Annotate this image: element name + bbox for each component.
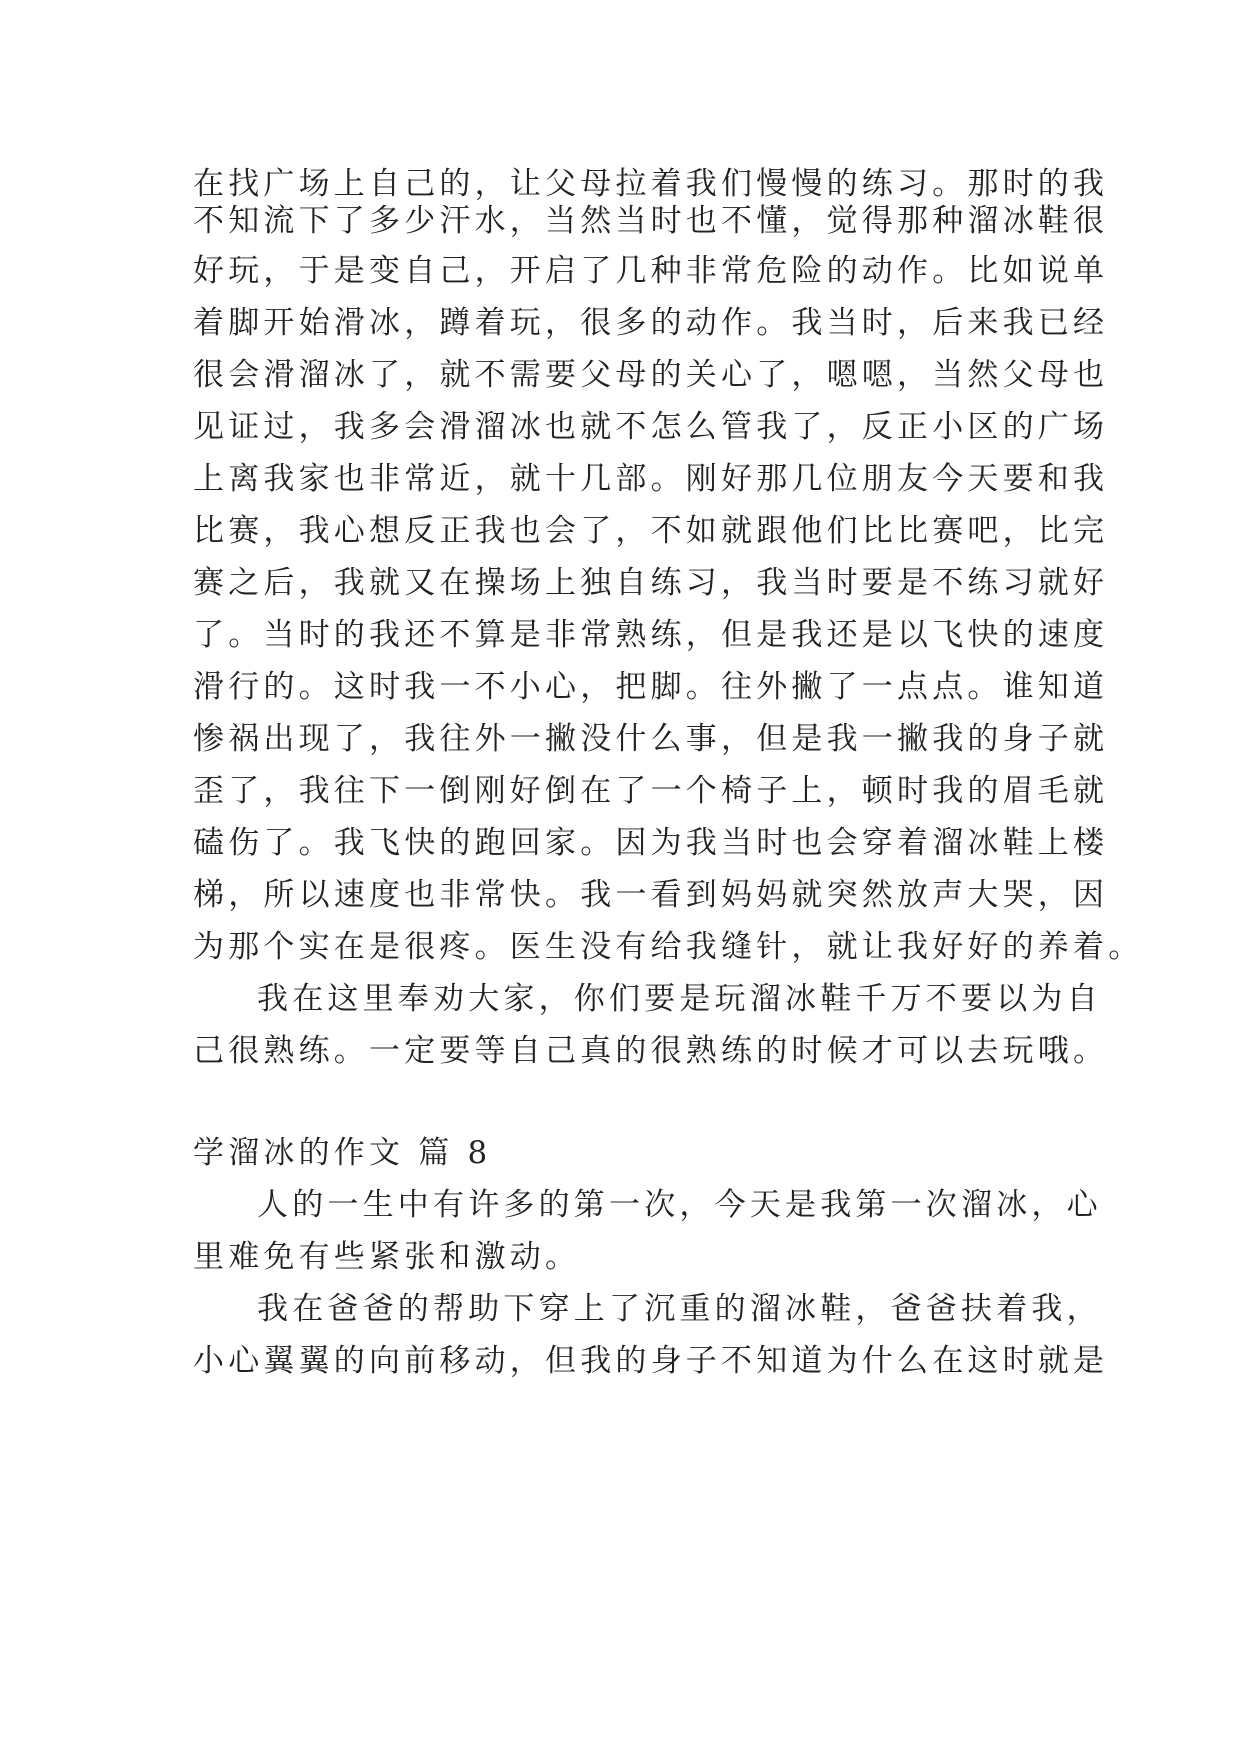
- text-line: 己很熟练。一定要等自己真的很熟练的时候才可以去玩哦。: [193, 1033, 1109, 1069]
- text-line: 赛之后，我就又在操场上独自练习，我当时要是不练习就好: [193, 565, 1109, 601]
- text-line: 了。当时的我还不算是非常熟练，但是我还是以飞快的速度: [193, 617, 1109, 653]
- text-line: 里难免有些紧张和激动。: [193, 1239, 581, 1275]
- text-line: 在找广场上自己的，让父母拉着我们慢慢的练习。那时的我: [193, 166, 1109, 202]
- text-line: 梯，所以速度也非常快。我一看到妈妈就突然放声大哭，因: [193, 877, 1109, 913]
- text-line: 歪了，我往下一倒刚好倒在了一个椅子上，顿时我的眉毛就: [193, 773, 1109, 809]
- text-line: 小心翼翼的向前移动，但我的身子不知道为什么在这时就是: [193, 1343, 1109, 1379]
- text-line: 好玩，于是变自己，开启了几种非常危险的动作。比如说单: [193, 253, 1109, 289]
- text-line: 不知流下了多少汗水，当然当时也不懂，觉得那种溜冰鞋很: [193, 203, 1109, 239]
- text-line: 上离我家也非常近，就十几部。刚好那几位朋友今天要和我: [193, 461, 1109, 497]
- text-line: 着脚开始滑冰，蹲着玩，很多的动作。我当时，后来我已经: [193, 305, 1109, 341]
- text-line: 见证过，我多会滑溜冰也就不怎么管我了，反正小区的广场: [193, 409, 1109, 445]
- text-line: 惨祸出现了，我往外一撇没什么事，但是我一撇我的身子就: [193, 721, 1109, 757]
- text-line: 比赛，我心想反正我也会了，不如就跟他们比比赛吧，比完: [193, 513, 1109, 549]
- text-line: 为那个实在是很疼。医生没有给我缝针，就让我好好的养着。: [193, 929, 1144, 965]
- text-line: 很会滑溜冰了，就不需要父母的关心了，嗯嗯，当然父母也: [193, 357, 1109, 393]
- text-line: 磕伤了。我飞快的跑回家。因为我当时也会穿着溜冰鞋上楼: [193, 825, 1109, 861]
- text-line: 人的一生中有许多的第一次，今天是我第一次溜冰，心: [257, 1187, 1102, 1223]
- section-title: 学溜冰的作文 篇 8: [193, 1135, 492, 1171]
- text-line: 滑行的。这时我一不小心，把脚。往外撇了一点点。谁知道: [193, 669, 1109, 705]
- text-line: 我在这里奉劝大家，你们要是玩溜冰鞋千万不要以为自: [257, 981, 1102, 1017]
- text-line: 我在爸爸的帮助下穿上了沉重的溜冰鞋，爸爸扶着我，: [257, 1291, 1102, 1327]
